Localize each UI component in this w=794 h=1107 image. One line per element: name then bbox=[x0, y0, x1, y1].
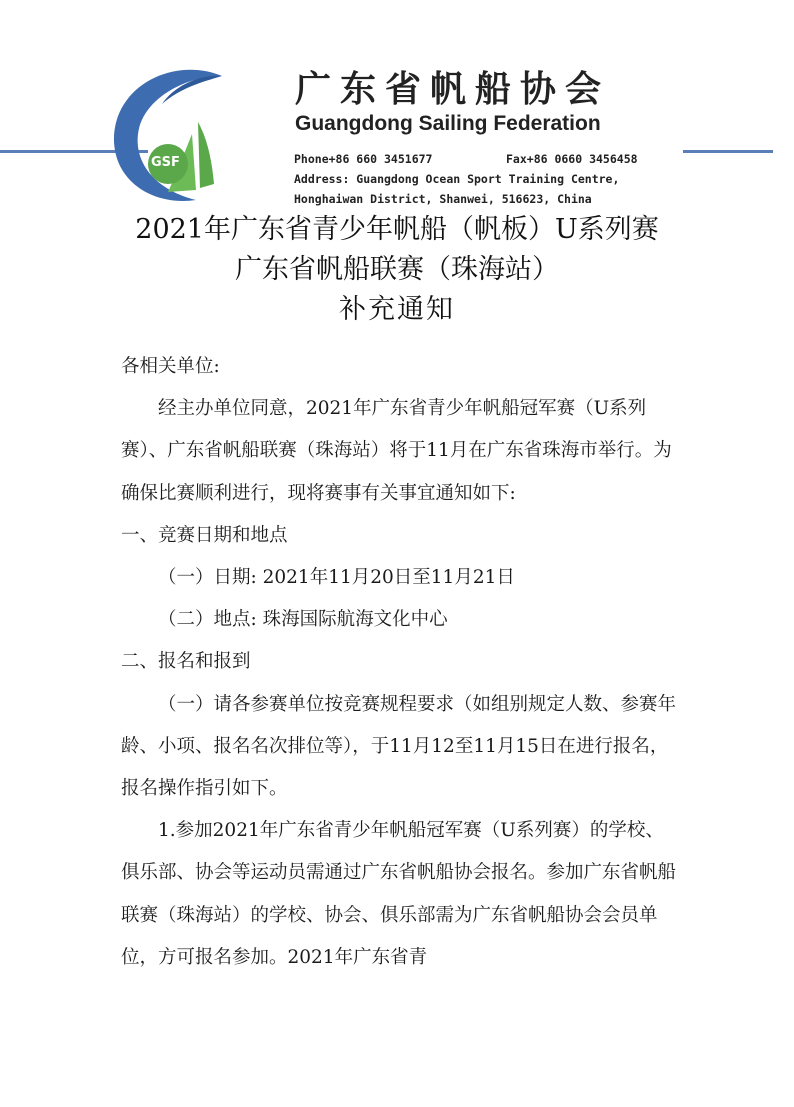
section-1-place: （二）地点: 珠海国际航海文化中心 bbox=[158, 609, 448, 631]
notice-body bbox=[121, 346, 681, 979]
address-line-1: Address: Guangdong Ocean Sport Training Centre, bbox=[294, 172, 620, 186]
org-name-cn: 广东省帆船协会 bbox=[295, 69, 611, 110]
fax-text: Fax+86 0660 3456458 bbox=[506, 152, 638, 166]
salutation: 各相关单位: bbox=[121, 356, 220, 377]
section-1-date: （一）日期: 2021年11月20日至11月21日 bbox=[158, 567, 515, 589]
section-2-heading: 二、报名和报到 bbox=[121, 651, 251, 673]
intro-paragraph: 经主办单位同意，2021年广东省青少年帆船冠军赛（U系列赛）、广东省帆船联赛（珠海站）将于11月在广东省珠海市举行。为确保比赛顺利进行，现将赛事有关事宜通知如下: bbox=[121, 398, 672, 504]
section-1-heading: 一、竞赛日期和地点 bbox=[121, 524, 288, 546]
title-line-3: 补充通知 bbox=[339, 294, 455, 325]
gsf-logo bbox=[104, 64, 234, 204]
contact-block bbox=[294, 149, 684, 209]
notice-title bbox=[0, 210, 794, 330]
address-line-2: Honghaiwan District, Shanwei, 516623, China bbox=[294, 192, 592, 206]
title-line-2: 广东省帆船联赛（珠海站） bbox=[235, 254, 559, 285]
title-line-1: 2021年广东省青少年帆船（帆板）U系列赛 bbox=[135, 214, 659, 245]
section-2-item-1-point-1: 1.参加2021年广东省青少年帆船冠军赛（U系列赛）的学校、俱乐部、协会等运动员需通过广东省帆船协会报名。参加广东省帆船联赛（珠海站）的学校、协会、俱乐部需为广东省帆船协会会员单位，方可报名参加。2021年广东省青 bbox=[121, 820, 677, 968]
phone-text: Phone+86 660 3451677 bbox=[294, 152, 433, 166]
logo-text: GSF bbox=[151, 155, 180, 170]
section-2-item-1: （一）请各参赛单位按竞赛规程要求（如组别规定人数、参赛年龄、小项、报名名次排位等），于11月12至11月15日在进行报名，报名操作指引如下。 bbox=[121, 693, 677, 800]
org-name-en: Guangdong Sailing Federation bbox=[295, 112, 601, 135]
header-rule-right bbox=[683, 150, 773, 153]
